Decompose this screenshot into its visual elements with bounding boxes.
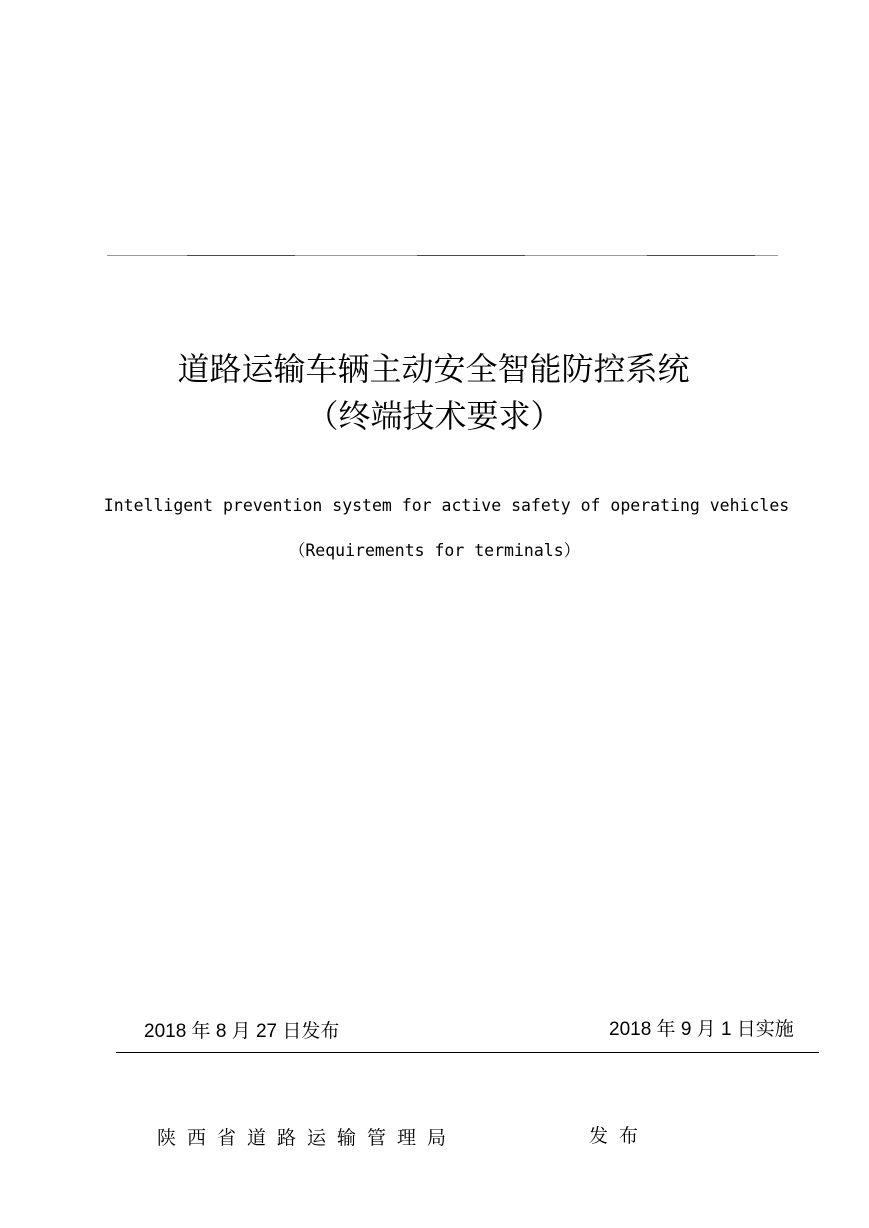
header-rule-segment [417,255,525,256]
document-title-english: Intelligent prevention system for active safety of operating vehicles [103,496,790,515]
header-rule-segment [187,255,295,256]
footer-rule [116,1052,819,1053]
header-rule-segment [647,255,755,256]
document-title-chinese: 道路运输车辆主动安全智能防控系统 [177,350,690,388]
release-date: 2018 年 8 月 27 日发布 [144,1021,340,1042]
document-subtitle-english: （Requirements for terminals） [288,541,581,560]
effective-date: 2018 年 9 月 1 日实施 [609,1019,794,1040]
header-rule [107,255,778,256]
publish-label: 发布 [589,1125,650,1147]
issuing-authority: 陕西省道路运输管理局 [157,1127,458,1149]
document-subtitle-chinese: （终端技术要求） [306,397,563,435]
